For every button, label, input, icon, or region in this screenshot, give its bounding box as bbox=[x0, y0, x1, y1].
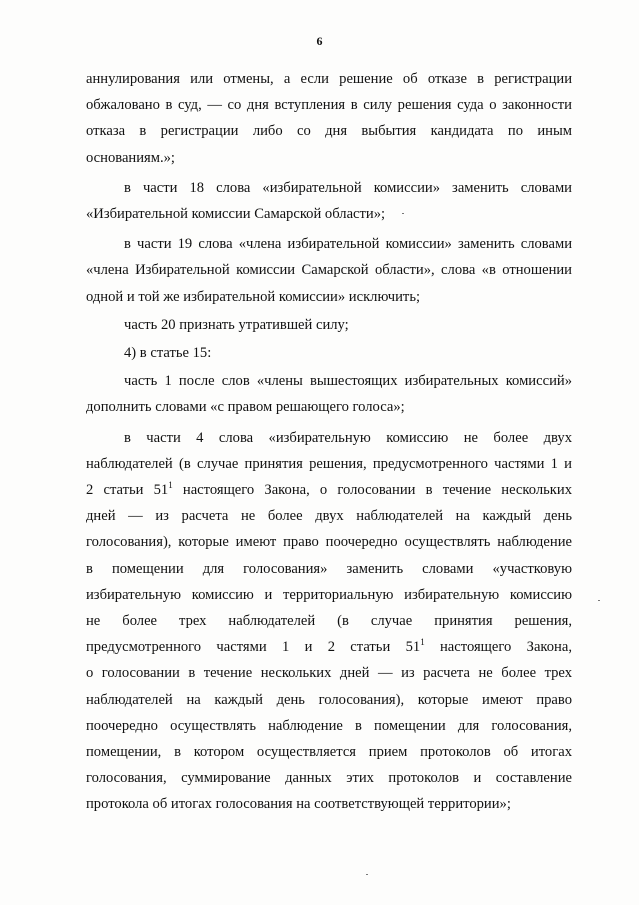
text-line: в части 4 слова «избирательную комиссию не более двух bbox=[124, 429, 572, 446]
text-line: о голосовании в течение нескольких дней — из расчета не более трех bbox=[86, 665, 572, 682]
text-line: наблюдателей (в случае принятия решения, предусмотренного частями 1 и bbox=[86, 455, 572, 472]
text-line: избирательную комиссию и территориальную избирательную комиссию bbox=[86, 586, 572, 603]
scan-speck bbox=[402, 213, 404, 214]
text-line: в помещении для голосования» заменить словами «участковую bbox=[86, 560, 572, 577]
text-line: предусмотренного частями 1 и 2 статьи $51^1$ настоящего Закона, bbox=[86, 637, 572, 656]
text-line: одной и той же избирательной комиссии» исключить; bbox=[86, 288, 421, 305]
text-line: дополнить словами «с правом решающего голоса»; bbox=[86, 399, 405, 416]
text-line: «Избирательной комиссии Самарской области»; bbox=[86, 206, 386, 223]
text-line: 2 статьи $51^1$ настоящего Закона, о голосовании в течение нескольких bbox=[86, 480, 572, 499]
text-line: в части 18 слова «избирательной комиссии» заменить словами bbox=[124, 179, 572, 196]
text-line: основаниям.»; bbox=[86, 149, 175, 166]
body-text bbox=[86, 66, 572, 818]
text-line: аннулирования или отмены, а если решение об отказе в регистрации bbox=[86, 71, 572, 87]
text-line: поочередно осуществлять наблюдение в помещении для голосования, bbox=[86, 717, 572, 734]
text-line: часть 1 после слов «члены вышестоящих избирательных комиссий» bbox=[124, 373, 572, 390]
text-line: дней — из расчета не более двух наблюдателей на каждый день bbox=[86, 508, 572, 525]
text-line: 4) в статье 15: bbox=[124, 345, 212, 362]
text-line: в части 19 слова «члена избирательной комиссии» заменить словами bbox=[124, 236, 572, 253]
text-line: «члена Избирательной комиссии Самарской области», слова «в отношении bbox=[86, 262, 572, 279]
text-line: наблюдателей на каждый день голосования), которые имеют право bbox=[86, 691, 572, 708]
scan-speck bbox=[598, 600, 600, 601]
text-line: обжаловано в суд, — со дня вступления в силу решения суда о законности bbox=[86, 97, 572, 114]
text-line: голосования, суммирование данных этих протоколов и составление bbox=[86, 770, 572, 787]
text-line: голосования), которые имеют право поочередно осуществлять наблюдение bbox=[86, 534, 572, 551]
scan-speck bbox=[366, 874, 368, 875]
text-line: не более трех наблюдателей (в случае принятия решения, bbox=[86, 613, 572, 630]
text-line: отказа в регистрации либо со дня выбытия кандидата по иным bbox=[86, 123, 572, 140]
text-line: часть 20 признать утратившей силу; bbox=[124, 316, 349, 333]
page-number: 6 bbox=[316, 34, 323, 48]
text-line: помещении, в котором осуществляется прием протоколов об итогах bbox=[86, 744, 572, 761]
text-line: протокола об итогах голосования на соответствующей территории»; bbox=[86, 796, 511, 813]
